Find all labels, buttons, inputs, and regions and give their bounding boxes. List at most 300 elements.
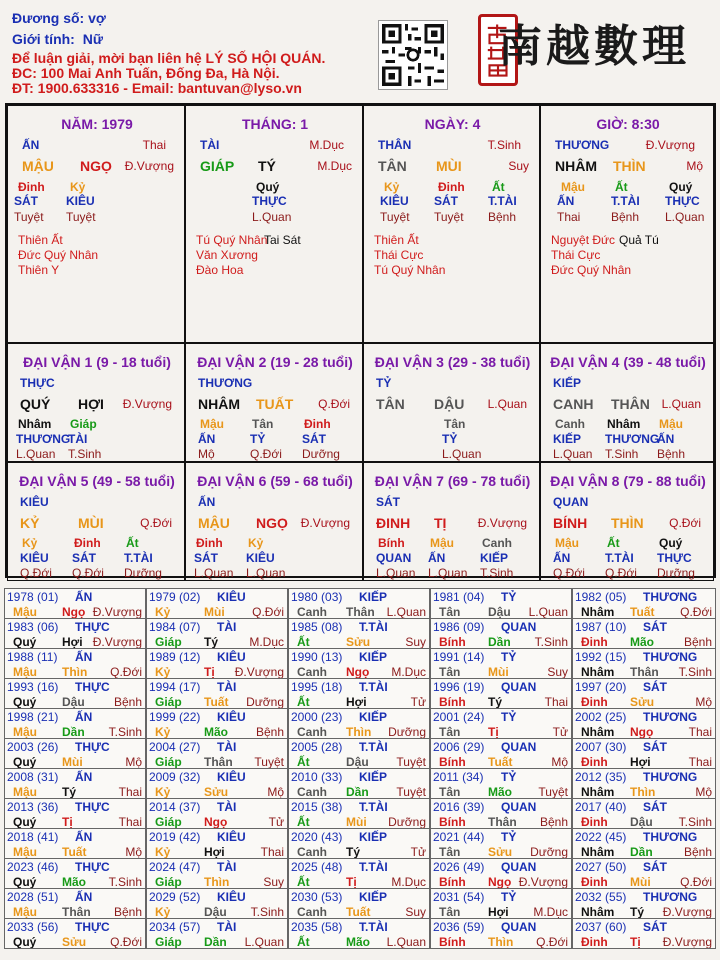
dai-van-tang-ts: L.Quan <box>16 447 56 461</box>
year-sao: THỰC <box>75 620 110 634</box>
year-can: Kỷ <box>155 605 171 619</box>
year-truong-sinh: Đ.Vượng <box>662 935 712 949</box>
year-cell[interactable] <box>4 828 146 859</box>
year-label: 2019 (42) <box>149 830 201 844</box>
year-sao: TỶ <box>501 830 517 844</box>
year-cell[interactable] <box>146 708 288 739</box>
dai-van-cell-4[interactable] <box>540 343 714 462</box>
year-label: 2020 (43) <box>291 830 343 844</box>
year-label: 2011 (34) <box>433 770 484 784</box>
year-sao: KIÊU <box>217 770 246 784</box>
year-cell[interactable] <box>430 618 572 649</box>
year-cell[interactable] <box>4 738 146 769</box>
year-cell[interactable] <box>146 618 288 649</box>
dai-van-cell-5[interactable] <box>7 462 185 581</box>
year-cell[interactable] <box>4 858 146 889</box>
year-cell[interactable] <box>572 768 716 799</box>
pillar-than-sat: Đức Quý Nhân <box>551 263 632 277</box>
year-chi: Thìn <box>346 725 372 739</box>
dai-van-tang-sao: ẤN <box>657 432 675 446</box>
pillar-thap-than-right: M.Dục <box>309 138 344 152</box>
year-cell[interactable] <box>146 588 288 619</box>
year-label: 1984 (07) <box>149 620 201 634</box>
year-can: Giáp <box>155 695 182 709</box>
year-can: Canh <box>297 845 327 859</box>
dai-van-tang-ts: T.Sinh <box>605 447 639 461</box>
year-sao: KIẾP <box>359 590 388 604</box>
year-sao: QUAN <box>501 680 537 694</box>
dai-van-tang-can: Đinh <box>304 417 331 431</box>
year-chi: Tuất <box>346 905 371 919</box>
year-cell[interactable] <box>4 648 146 679</box>
year-truong-sinh: Đ.Vượng <box>92 635 142 649</box>
year-can: Mậu <box>13 785 37 799</box>
year-chi: Tuất <box>62 845 87 859</box>
year-chi: Thân <box>62 905 91 919</box>
year-can: Canh <box>297 665 327 679</box>
year-truong-sinh: Tuyệt <box>396 785 426 799</box>
year-sao: SÁT <box>643 680 667 694</box>
year-cell[interactable] <box>430 798 572 829</box>
year-sao: KIÊU <box>217 830 246 844</box>
dai-van-tang-sao: ẤN <box>428 551 446 565</box>
year-can: Nhâm <box>581 665 615 679</box>
pillar-than-sat: Văn Xương <box>196 248 258 262</box>
year-can: Đinh <box>581 695 608 709</box>
year-label: 1981 (04) <box>433 590 485 604</box>
dai-van-cell-1[interactable] <box>7 343 185 462</box>
year-cell[interactable] <box>4 768 146 799</box>
year-can: Giáp <box>155 635 182 649</box>
year-chi: Tý <box>62 785 77 799</box>
year-can: Nhâm <box>581 605 615 619</box>
dai-van-tang-ts: Dưỡng <box>124 566 162 580</box>
dai-van-tang-ts: T.Sinh <box>480 566 514 580</box>
year-cell[interactable] <box>4 888 146 919</box>
year-cell[interactable] <box>288 678 430 709</box>
year-cell[interactable] <box>146 828 288 859</box>
pillar-truong-sinh: Đ.Vượng <box>124 159 174 173</box>
year-truong-sinh: Bệnh <box>683 845 712 859</box>
year-sao: KIÊU <box>217 590 246 604</box>
year-cell[interactable] <box>430 768 572 799</box>
year-chi: Dần <box>488 635 511 649</box>
year-cell[interactable] <box>572 918 716 949</box>
dai-van-tang-can: Kỷ <box>22 536 38 550</box>
year-label: 1993 (16) <box>7 680 59 694</box>
year-cell[interactable] <box>288 888 430 919</box>
year-truong-sinh: Suy <box>405 635 426 649</box>
year-sao: QUAN <box>501 800 537 814</box>
year-can: Mậu <box>13 725 37 739</box>
year-sao: THỰC <box>75 920 110 934</box>
year-sao: T.TÀI <box>359 740 388 754</box>
year-truong-sinh: M.Dục <box>391 875 426 889</box>
year-chi: Dậu <box>346 755 369 769</box>
year-label: 2014 (37) <box>149 800 201 814</box>
luu-nien-table <box>4 588 716 955</box>
year-cell[interactable] <box>4 708 146 739</box>
dai-van-cell-7[interactable] <box>363 462 540 581</box>
year-chi: Sửu <box>346 635 371 649</box>
year-cell[interactable] <box>146 678 288 709</box>
year-cell[interactable] <box>288 798 430 829</box>
year-label: 2022 (45) <box>575 830 627 844</box>
gioi-tinh-label: Giới tính: <box>12 31 75 47</box>
dai-van-title: ĐẠI VẬN 8 (79 - 88 tuổi) <box>550 473 706 489</box>
year-sao: THƯƠNG <box>643 770 698 784</box>
logo-text: 南越數理 <box>498 21 690 72</box>
year-label: 2034 (57) <box>149 920 201 934</box>
year-chi: Tý <box>204 635 219 649</box>
year-label: 2037 (60) <box>575 920 627 934</box>
dai-van-tang-can: Mậu <box>200 417 224 431</box>
year-can: Bính <box>439 875 466 889</box>
dai-van-cell-2[interactable] <box>185 343 363 462</box>
year-sao: KIẾP <box>359 770 388 784</box>
year-truong-sinh: Q.Đới <box>110 665 142 679</box>
year-can: Canh <box>297 785 327 799</box>
pillar-can: GIÁP <box>200 158 235 174</box>
dai-van-tang-sao: KIẾP <box>553 432 582 446</box>
year-chi: Ngọ <box>346 665 370 679</box>
dai-van-chi: DẬU <box>434 396 465 412</box>
year-sao: TÀI <box>217 620 237 634</box>
year-sao: KIẾP <box>359 830 388 844</box>
year-truong-sinh: M.Dục <box>533 905 568 919</box>
dai-van-tang-can: Tân <box>444 417 466 431</box>
dai-van-sao: TỶ <box>376 376 392 390</box>
dai-van-title: ĐẠI VẬN 6 (59 - 68 tuổi) <box>197 473 353 489</box>
year-cell[interactable] <box>146 888 288 919</box>
year-cell[interactable] <box>572 858 716 889</box>
year-sao: KIÊU <box>217 710 246 724</box>
year-cell[interactable] <box>572 708 716 739</box>
dai-van-cell-6[interactable] <box>185 462 363 581</box>
year-chi: Thìn <box>630 785 656 799</box>
year-truong-sinh: Bệnh <box>683 635 712 649</box>
year-cell[interactable] <box>288 618 430 649</box>
pillar-tang-ts: Bệnh <box>488 210 517 224</box>
pillar-tang-sao: SÁT <box>14 194 38 208</box>
year-cell[interactable] <box>430 888 572 919</box>
year-cell[interactable] <box>146 738 288 769</box>
year-label: 1991 (14) <box>433 650 485 664</box>
year-truong-sinh: Thai <box>118 785 142 799</box>
pillar-title: NĂM: 1979 <box>61 116 133 132</box>
year-chi: Mão <box>630 635 654 649</box>
year-label: 1985 (08) <box>291 620 343 634</box>
pillar-cell-3[interactable] <box>540 105 714 343</box>
address-line: ĐC: 100 Mai Anh Tuấn, Đống Đa, Hà Nội. <box>12 65 280 81</box>
year-sao: T.TÀI <box>359 680 388 694</box>
year-can: Canh <box>297 605 327 619</box>
year-can: Nhâm <box>581 725 615 739</box>
year-chi: Hợi <box>62 635 83 649</box>
year-sao: ẤN <box>75 770 93 784</box>
year-cell[interactable] <box>430 708 572 739</box>
year-label: 2017 (40) <box>575 800 627 814</box>
year-cell[interactable] <box>288 738 430 769</box>
year-chi: Hợi <box>346 695 367 709</box>
year-label: 1983 (06) <box>7 620 59 634</box>
dai-van-chi: HỢI <box>78 396 104 412</box>
dai-van-tang-can: Mậu <box>555 536 579 550</box>
year-can: Ất <box>297 935 310 949</box>
dai-van-tang-can: Quý <box>659 536 683 550</box>
year-cell[interactable] <box>4 618 146 649</box>
pillar-tang-sao: ẤN <box>557 194 575 208</box>
year-label: 2028 (51) <box>7 890 59 904</box>
year-cell[interactable] <box>572 678 716 709</box>
dai-van-can: MẬU <box>198 515 230 531</box>
year-cell[interactable] <box>572 828 716 859</box>
year-cell[interactable] <box>288 708 430 739</box>
year-truong-sinh: Suy <box>547 665 568 679</box>
dai-van-ts: Đ.Vượng <box>300 516 350 530</box>
dai-van-title: ĐẠI VẬN 5 (49 - 58 tuổi) <box>19 473 175 489</box>
year-cell[interactable] <box>430 918 572 949</box>
year-can: Nhâm <box>581 845 615 859</box>
pillar-tang-sao: KIÊU <box>380 194 409 208</box>
year-can: Quý <box>13 635 37 649</box>
pillar-title: GIỜ: 8:30 <box>596 116 660 132</box>
dai-van-title: ĐẠI VẬN 1 (9 - 18 tuổi) <box>23 354 171 370</box>
year-label: 2007 (30) <box>575 740 627 754</box>
year-cell[interactable] <box>430 678 572 709</box>
year-sao: SÁT <box>643 920 667 934</box>
la-so-grid <box>5 103 716 578</box>
year-cell[interactable] <box>4 588 146 619</box>
year-cell[interactable] <box>430 588 572 619</box>
dai-van-tang-can: Kỷ <box>248 536 264 550</box>
year-sao: T.TÀI <box>359 920 388 934</box>
year-can: Ất <box>297 875 310 889</box>
pillar-tang-ts: L.Quan <box>665 210 705 224</box>
year-cell[interactable] <box>288 588 430 619</box>
pillar-cell-2[interactable] <box>363 105 540 343</box>
dai-van-cell-3[interactable] <box>363 343 540 462</box>
year-sao: THƯƠNG <box>643 590 698 604</box>
year-truong-sinh: Mộ <box>125 755 142 769</box>
pillar-cell-1[interactable] <box>185 105 363 343</box>
year-cell[interactable] <box>4 678 146 709</box>
pillar-than-sat: Nguyệt Đức <box>551 233 616 247</box>
year-cell[interactable] <box>146 798 288 829</box>
year-can: Quý <box>13 695 37 709</box>
year-label: 1986 (09) <box>433 620 485 634</box>
dai-van-tang-can: Bính <box>378 536 405 550</box>
pillar-chi: THÌN <box>613 158 646 174</box>
year-cell[interactable] <box>572 888 716 919</box>
dai-van-sao: THỰC <box>20 376 55 390</box>
year-label: 1990 (13) <box>291 650 343 664</box>
year-sao: THỰC <box>75 740 110 754</box>
pillar-chi: NGỌ <box>80 158 112 174</box>
year-sao: TỶ <box>501 590 517 604</box>
header <box>0 0 720 100</box>
dai-van-ts: Q.Đới <box>669 516 701 530</box>
year-truong-sinh: Đ.Vượng <box>662 905 712 919</box>
pillar-truong-sinh: Suy <box>508 159 529 173</box>
pillar-than-sat: Thái Cực <box>374 248 424 262</box>
year-sao: QUAN <box>501 620 537 634</box>
year-truong-sinh: Tử <box>410 845 426 859</box>
year-can: Đinh <box>581 635 608 649</box>
year-truong-sinh: Bệnh <box>539 815 568 829</box>
year-can: Tân <box>439 785 461 799</box>
year-cell[interactable] <box>146 918 288 949</box>
year-cell[interactable] <box>288 648 430 679</box>
year-truong-sinh: Bệnh <box>113 905 142 919</box>
year-can: Kỷ <box>155 785 171 799</box>
year-sao: T.TÀI <box>359 860 388 874</box>
year-can: Bính <box>439 635 466 649</box>
year-sao: SÁT <box>643 620 667 634</box>
year-can: Bính <box>439 815 466 829</box>
year-sao: THƯƠNG <box>643 890 698 904</box>
year-cell[interactable] <box>288 858 430 889</box>
pillar-tang-ts: Tuyệt <box>14 210 44 224</box>
dai-van-ts: Q.Đới <box>318 397 350 411</box>
year-cell[interactable] <box>572 618 716 649</box>
year-cell[interactable] <box>430 828 572 859</box>
year-sao: THƯƠNG <box>643 650 698 664</box>
year-chi: Ngọ <box>62 605 86 619</box>
year-chi: Thân <box>488 815 517 829</box>
pillar-than-sat: Thiên Ất <box>18 233 63 247</box>
dai-van-can: KỶ <box>20 515 40 531</box>
year-cell[interactable] <box>288 768 430 799</box>
dai-van-tang-can: Nhâm <box>607 417 641 431</box>
pillar-than-sat: Đức Quý Nhân <box>18 248 99 262</box>
year-sao: THỰC <box>75 860 110 874</box>
year-chi: Tuất <box>204 695 229 709</box>
pillar-tang-ts: L.Quan <box>252 210 292 224</box>
dai-van-tang-ts: L.Quan <box>428 566 468 580</box>
year-chi: Tị <box>204 665 215 679</box>
dai-van-can: NHÂM <box>198 396 240 412</box>
year-chi: Thìn <box>62 665 88 679</box>
year-can: Nhâm <box>581 905 615 919</box>
dai-van-chi: TUẤT <box>256 396 294 412</box>
dai-van-tang-sao: THỰC <box>657 551 692 565</box>
year-cell[interactable] <box>572 648 716 679</box>
year-can: Kỷ <box>155 665 171 679</box>
pillar-than-sat: Tú Quý Nhân <box>196 233 268 247</box>
dai-van-tang-ts: L.Quan <box>553 447 593 461</box>
year-cell[interactable] <box>572 798 716 829</box>
year-cell[interactable] <box>288 918 430 949</box>
year-sao: ẤN <box>75 590 93 604</box>
year-cell[interactable] <box>146 768 288 799</box>
dai-van-tang-sao: TỶ <box>250 432 266 446</box>
year-label: 2024 (47) <box>149 860 201 874</box>
year-chi: Thân <box>346 605 375 619</box>
year-cell[interactable] <box>572 738 716 769</box>
year-truong-sinh: Bệnh <box>113 695 142 709</box>
year-label: 2029 (52) <box>149 890 201 904</box>
dai-van-title: ĐẠI VẬN 4 (39 - 48 tuổi) <box>550 354 706 370</box>
pillar-tang-can: Đinh <box>438 180 465 194</box>
year-cell[interactable] <box>4 798 146 829</box>
year-label: 1994 (17) <box>149 680 201 694</box>
year-label: 1992 (15) <box>575 650 627 664</box>
year-sao: ẤN <box>75 890 93 904</box>
year-chi: Tý <box>488 695 503 709</box>
year-can: Ất <box>297 815 310 829</box>
dai-van-can: BÍNH <box>553 515 588 531</box>
year-truong-sinh: Dưỡng <box>388 815 426 829</box>
year-chi: Hợi <box>204 845 225 859</box>
year-sao: QUAN <box>501 740 537 754</box>
qr-code-icon[interactable] <box>378 20 448 90</box>
dai-van-sao: KIẾP <box>553 376 582 390</box>
pillar-thap-than-right: Thai <box>142 138 166 152</box>
duong-so-line <box>12 10 106 26</box>
year-chi: Thìn <box>488 935 514 949</box>
year-label: 1987 (10) <box>575 620 627 634</box>
year-label: 1980 (03) <box>291 590 343 604</box>
dai-van-tang-can: Tân <box>252 417 274 431</box>
year-can: Đinh <box>581 755 608 769</box>
year-chi: Tý <box>346 845 361 859</box>
dai-van-tang-sao: THƯƠNG <box>16 432 71 446</box>
year-can: Đinh <box>581 875 608 889</box>
year-sao: SÁT <box>643 800 667 814</box>
dai-van-tang-ts: Q.Đới <box>72 566 104 580</box>
pillar-cell-0[interactable] <box>7 105 185 343</box>
year-truong-sinh: Đ.Vượng <box>518 875 568 889</box>
year-cell[interactable] <box>4 918 146 949</box>
pillar-chi: TÝ <box>258 158 276 174</box>
year-cell[interactable] <box>288 828 430 859</box>
pillar-truong-sinh: Mộ <box>686 159 703 173</box>
year-cell[interactable] <box>430 858 572 889</box>
year-sao: KIÊU <box>217 650 246 664</box>
dai-van-tang-can: Canh <box>482 536 512 550</box>
year-sao: TÀI <box>217 920 237 934</box>
dai-van-tang-can: Nhâm <box>18 417 52 431</box>
pillar-tang-sao: T.TÀI <box>611 194 640 208</box>
year-chi: Sửu <box>630 695 655 709</box>
year-chi: Sửu <box>488 845 513 859</box>
dai-van-title: ĐẠI VẬN 2 (19 - 28 tuổi) <box>197 354 353 370</box>
year-cell[interactable] <box>430 648 572 679</box>
year-sao: KIẾP <box>359 650 388 664</box>
year-chi: Dậu <box>488 605 511 619</box>
pillar-thap-than: THƯƠNG <box>555 138 610 152</box>
year-cell[interactable] <box>572 588 716 619</box>
year-cell[interactable] <box>430 738 572 769</box>
dai-van-tang-ts: Q.Đới <box>250 447 282 461</box>
year-can: Canh <box>297 725 327 739</box>
dai-van-cell-8[interactable] <box>540 462 714 581</box>
year-label: 1988 (11) <box>7 650 58 664</box>
year-sao: TỶ <box>501 710 517 724</box>
year-truong-sinh: L.Quan <box>528 605 568 619</box>
dai-van-tang-sao: T.TÀI <box>124 551 153 565</box>
year-cell[interactable] <box>146 858 288 889</box>
pillar-thap-than: TÀI <box>200 138 220 152</box>
year-chi: Hợi <box>630 755 651 769</box>
year-cell[interactable] <box>146 648 288 679</box>
year-label: 2000 (23) <box>291 710 343 724</box>
dai-van-tang-ts: T.Sinh <box>68 447 102 461</box>
year-label: 2032 (55) <box>575 890 627 904</box>
year-truong-sinh: Suy <box>405 905 426 919</box>
dai-van-tang-sao: SÁT <box>194 551 218 565</box>
